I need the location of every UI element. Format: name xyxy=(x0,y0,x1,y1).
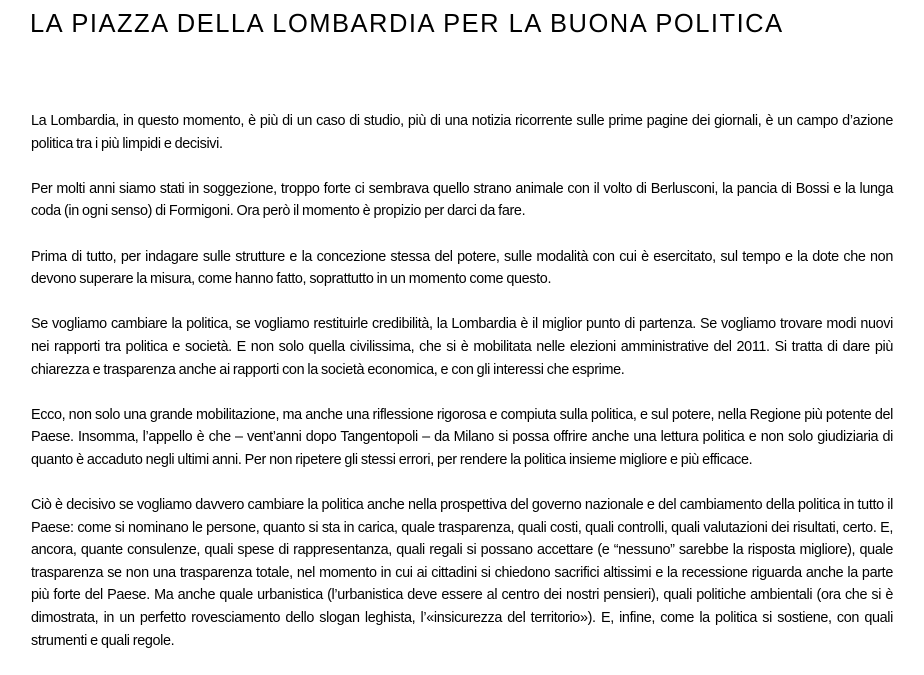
paragraph-3: Prima di tutto, per indagare sulle strutture e la concezione stessa del potere, sulle modalità con cui è esercitato, sul tempo e la dote che non devono superare la misura, come hanno fatto, soprattutto in un momento come questo. xyxy=(31,248,893,288)
document-title: LA PIAZZA DELLA LOMBARDIA PER LA BUONA POLITICA xyxy=(30,10,784,38)
paragraph-5: Ecco, non solo una grande mobilitazione, ma anche una riflessione rigorosa e compiuta sulla politica, e sul potere, nella Regione più potente del Paese. Insomma, l’appello è che – vent’anni dopo Tangentopoli – da Milano si possa offrire anche una lettura politica e non solo giudiziaria di quanto è accaduto negli ultimi anni. Per non ripetere gli stessi errori, per rendere la politica insieme migliore e più efficace. xyxy=(31,406,893,468)
paragraph-6: Ciò è decisivo se vogliamo davvero cambiare la politica anche nella prospettiva del governo nazionale e del cambiamento della politica in tutto il Paese: come si nominano le persone, quanto si sta in carica, quale trasparenza, quali costi, quali controlli, quali valutazioni dei risultati, certo. E, ancora, quante consulenze, quali spese di rappresentanza, quali regali si possano accettare (e “nessuno” sarebbe la risposta migliore), quale trasparenza se non una trasparenza totale, nel momento in cui ai cittadini si chiedono sacrifici altissimi e la recessione riguarda anche la parte più forte del Paese. Ma anche quale urbanistica (l’urbanistica deve essere al centro dei nostri pensieri), quali politiche ambientali (ora che si è dimostrata, in un perfetto rovesciamento dello slogan leghista, l’«insicurezza del territorio»). E, infine, come la politica si sostiene, con quali strumenti e quali regole. xyxy=(31,497,893,649)
document-body xyxy=(31,110,893,675)
paragraph-4: Se vogliamo cambiare la politica, se vogliamo restituirle credibilità, la Lombardia è il miglior punto di partenza. Se vogliamo trovare modi nuovi nei rapporti tra politica e società. E non solo quella civilissima, che si è mobilitata nelle elezioni amministrative del 2011. Si tratta di dare più chiarezza e trasparenza anche ai rapporti con la società economica, e con gli interessi che esprime. xyxy=(31,316,893,378)
paragraph-1: La Lombardia, in questo momento, è più di un caso di studio, più di una notizia ricorrente sulle prime pagine dei giornali, è un campo d’azione politica tra i più limpidi e decisivi. xyxy=(31,113,893,152)
paragraph-2: Per molti anni siamo stati in soggezione, troppo forte ci sembrava quello strano animale con il volto di Berlusconi, la pancia di Bossi e la lunga coda (in ogni senso) di Formigoni. Ora però il momento è propizio per darci da fare. xyxy=(31,180,893,220)
